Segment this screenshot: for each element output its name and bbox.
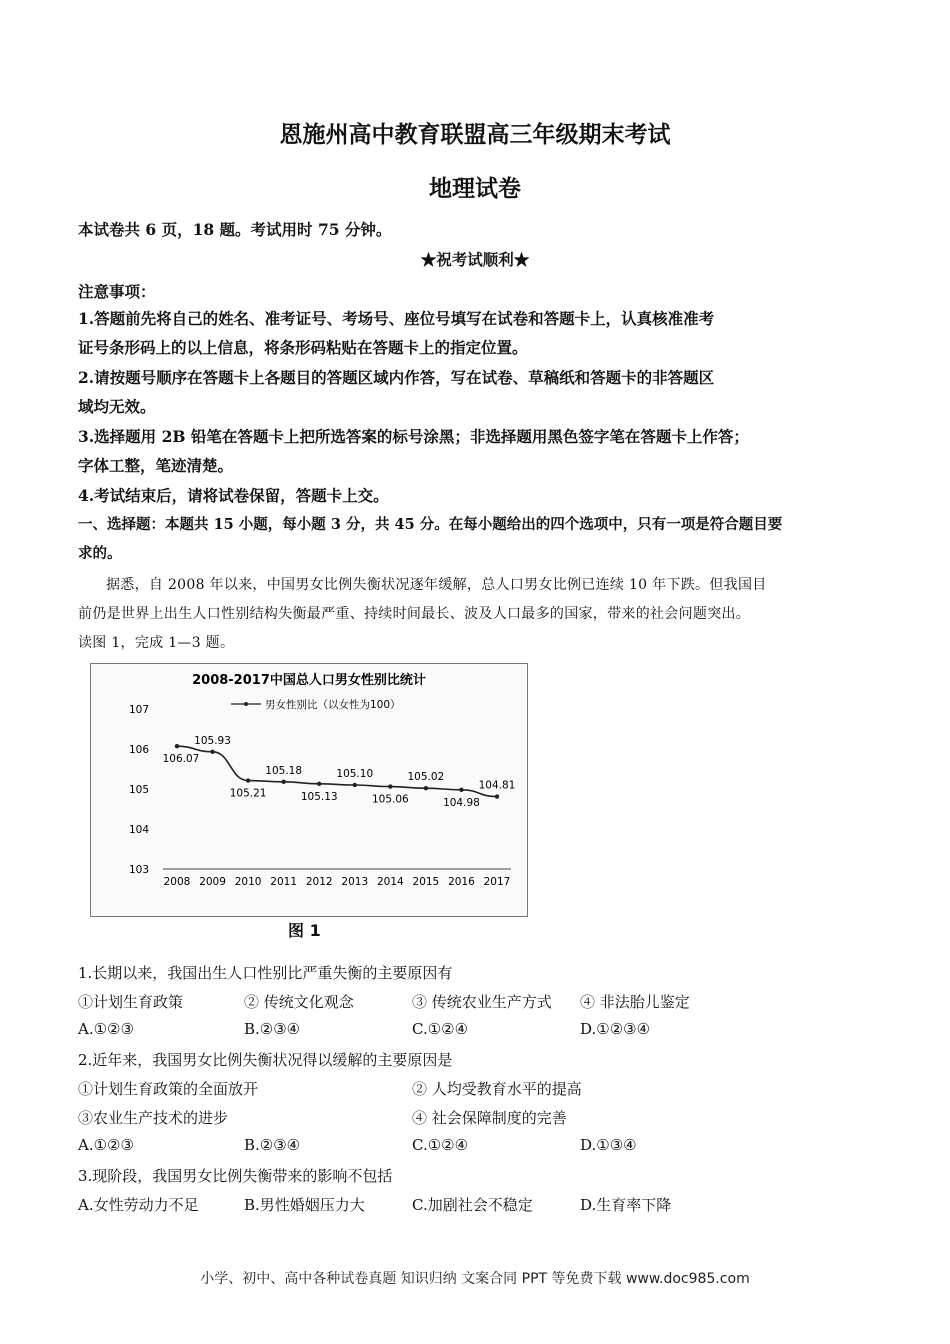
y-tick-label: 105 [128,784,149,796]
notice-line: 2.请按题号顺序在答题卡上各题目的答题区域内作答，写在试卷、草稿纸和答题卡的非答题区 [78,368,715,387]
answer-option-c: C.加剧社会不稳定 [412,1196,533,1214]
question-item: ③ 传统农业生产方式 [412,993,552,1011]
section-heading: 一、选择题：本题共 15 小题，每小题 3 分，共 45 分。在每小题给出的四个选项中，只有一项是符合题目要 [78,516,783,533]
x-tick-label: 2016 [448,876,475,888]
x-tick-label: 2011 [270,876,298,888]
question-item: ①计划生育政策的全面放开 [78,1080,259,1098]
figure-caption: 图 1 [288,921,321,940]
answer-option-c: C.①②④ [412,1020,469,1038]
data-point [495,794,499,798]
data-point [388,784,392,788]
exam-info: 本试卷共 6 页，18 题。考试用时 75 分钟。 [78,220,392,239]
passage-line: 前仍是世界上出生人口性别结构失衡最严重、持续时间最长、波及人口最多的国家，带来的社会问题突出。 [78,606,751,622]
y-tick-label: 104 [128,824,149,836]
y-tick-label: 103 [128,864,149,876]
answer-option-d: D.①②③④ [580,1020,651,1038]
notice-line: 证号条形码上的以上信息，将条形码粘贴在答题卡上的指定位置。 [78,338,528,357]
answer-option-b: B.②③④ [244,1020,301,1038]
answer-option-d: D.①③④ [580,1136,637,1154]
data-label: 105.21 [229,787,267,800]
blessing: ★祝考试顺利★ [420,250,530,269]
answer-option-a: A.①②③ [78,1136,134,1154]
notice-line: 域均无效。 [78,397,156,416]
data-label: 105.10 [336,768,374,780]
x-tick-label: 2014 [376,876,404,888]
x-tick-label: 2013 [341,876,369,888]
answer-option-d: D.生育率下降 [580,1196,672,1214]
question-stem: 1.长期以来，我国出生人口性别比严重失衡的主要原因有 [78,964,453,982]
x-tick-label: 2008 [163,876,191,888]
data-label: 104.98 [443,796,480,809]
data-label: 105.93 [194,734,231,747]
data-point [246,778,250,782]
data-label: 106.07 [162,753,200,766]
question-item: ④ 社会保障制度的完善 [412,1109,567,1127]
answer-option-b: B.男性婚姻压力大 [244,1196,365,1214]
data-point [353,783,357,787]
data-label: 105.06 [371,793,409,806]
notice-line: 字体工整，笔迹清楚。 [78,456,234,475]
notice-line: 1.答题前先将自己的姓名、准考证号、考场号、座位号填写在试卷和答题卡上，认真核准准考 [78,309,715,328]
data-label: 104.81 [478,779,516,792]
answer-option-b: B.②③④ [244,1136,301,1154]
y-tick-label: 107 [128,704,149,716]
data-point [317,782,321,786]
y-tick-label: 106 [128,744,149,756]
exam-title: 恩施州高中教育联盟高三年级期末考试 [279,121,671,148]
page-footer: 小学、初中、高中各种试卷真题 知识归纳 文案合同 PPT 等免费下载 www.doc985.com [200,1271,750,1287]
question-item: ② 人均受教育水平的提高 [412,1080,582,1098]
answer-option-a: A.女性劳动力不足 [78,1196,199,1214]
chart-figure [90,663,528,917]
data-label: 105.18 [265,764,303,777]
x-tick-label: 2010 [234,876,262,888]
data-point [424,786,428,790]
legend-label: 男女性别比（以女性为100） [265,699,401,711]
exam-subject: 地理试卷 [429,175,521,202]
passage-line: 读图 1，完成 1—3 题。 [78,635,235,651]
sex-ratio-line-chart [91,664,527,916]
section-heading: 求的。 [78,545,122,562]
data-point [175,744,179,748]
question-item: ③农业生产技术的进步 [78,1109,229,1127]
answer-option-a: A.①②③ [78,1020,134,1038]
data-point [281,780,285,784]
x-tick-label: 2009 [199,876,226,888]
x-tick-label: 2012 [305,876,333,888]
notice-line: 4.考试结束后，请将试卷保留，答题卡上交。 [78,486,389,505]
data-point [210,750,214,754]
x-tick-label: 2015 [412,876,440,888]
question-stem: 3.现阶段，我国男女比例失衡带来的影响不包括 [78,1167,393,1185]
question-item: ④ 非法胎儿鉴定 [580,993,690,1011]
notice-line: 3.选择题用 2B 铅笔在答题卡上把所选答案的标号涂黑；非选择题用黑色签字笔在答题卡上作答； [78,427,749,446]
legend-marker [244,702,248,706]
data-label: 105.13 [300,790,338,803]
question-stem: 2.近年来，我国男女比例失衡状况得以缓解的主要原因是 [78,1051,453,1069]
passage-line: 据悉，自 2008 年以来，中国男女比例失衡状况逐年缓解，总人口男女比例已连续 10 年下跌。但我国目 [106,577,767,593]
x-tick-label: 2017 [483,876,511,888]
answer-option-c: C.①②④ [412,1136,469,1154]
data-point [459,788,463,792]
chart-title: 2008-2017中国总人口男女性别比统计 [192,673,426,688]
question-item: ② 传统文化观念 [244,993,354,1011]
question-item: ①计划生育政策 [78,993,184,1011]
notice-heading: 注意事项： [78,282,156,301]
data-label: 105.02 [407,771,445,784]
